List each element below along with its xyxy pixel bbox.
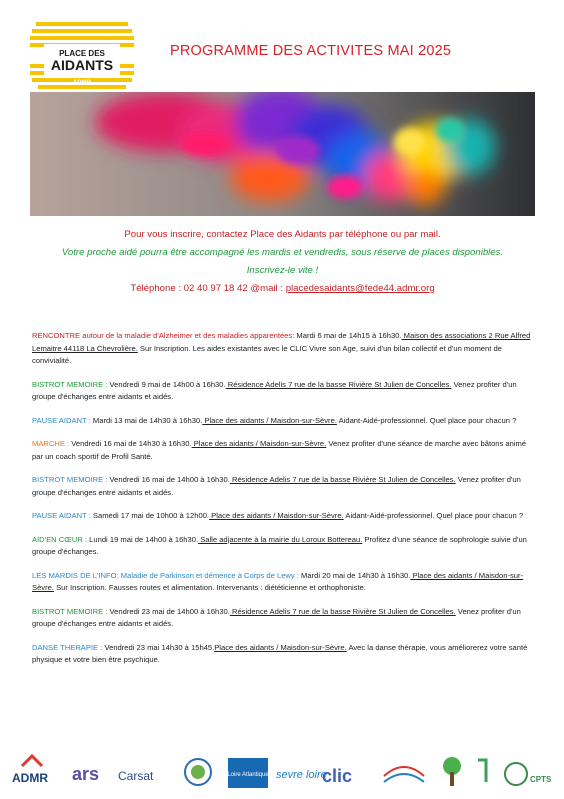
event-date: Samedi 17 mai de 10h00 à 12h00. — [90, 511, 210, 520]
event-description: Sur Inscription. Les aides existantes avec le CLIC Vivre son Age, suivi d'un bilan collectif et d'un moment de convivialité. — [32, 343, 502, 365]
event-description: Aidant-Aidé-professionnel. Quel place pour chacun ? — [343, 511, 524, 520]
svg-text:sevre loire: sevre loire — [276, 769, 327, 781]
event-description: Venez profiter d'une séance de marche avec bâtons animé par un coach sportif de Profil Santé. — [32, 439, 527, 461]
carsat-logo — [118, 769, 154, 783]
event-date: Vendredi 23 mai de 14h00 à 16h30. — [107, 606, 230, 616]
intro-block — [30, 226, 535, 298]
logo-line1: PLACE DES — [59, 49, 105, 58]
event-type: BISTROT MEMOIRE : — [32, 379, 108, 389]
sevre-loire-logo — [276, 769, 327, 781]
event-item — [32, 642, 532, 667]
events-list — [32, 330, 532, 678]
event-description: Venez profiter d'un groupe d'échanges entre aidants et aidés. — [32, 475, 521, 497]
event-type: PAUSE AIDANT : — [32, 415, 91, 425]
event-place: Place des aidants / Maisdon-sur-Sèvre. — [32, 570, 524, 592]
event-description: Avec la danse thérapie, vous améliorerez votre santé physique et votre bien être psychique. — [32, 642, 528, 664]
event-item — [32, 415, 532, 428]
event-place: Résidence Adelis 7 rue de la basse Rivière St Julien de Concelles. — [229, 475, 456, 484]
intro-line-3: Inscrivez-le vite ! — [246, 265, 319, 276]
event-subtitle: Maladie de Parkinson et démence à Corps de Lewy : — [118, 570, 299, 580]
email-link[interactable]: placedesaidants@fede44.admr.org — [285, 283, 435, 294]
event-type: MARCHE : — [32, 439, 70, 448]
clic-logo — [322, 766, 352, 786]
event-type: LES MARDIS DE L'INFO: — [32, 570, 119, 580]
event-item — [32, 534, 532, 559]
event-date: Mardi 13 mai de 14h30 à 16h30. — [90, 415, 203, 425]
event-place: Place des aidants / Maisdon-sur-Sèvre. — [209, 511, 344, 520]
svg-text:Carsat: Carsat — [118, 769, 154, 783]
event-item — [32, 510, 532, 523]
loire-atlantique-logo — [227, 758, 269, 788]
event-type: PAUSE AIDANT : — [32, 511, 91, 520]
event-date: Mardi 20 mai de 14h30 à 16h30. — [298, 570, 411, 580]
event-date: Lundi 19 mai de 14h00 à 16h30. — [87, 534, 199, 544]
event-place: Place des aidants / Maisdon-sur-Sèvre. — [214, 642, 347, 652]
event-place: Place des aidants / Maisdon-sur-Sèvre. — [191, 439, 327, 448]
event-date: Mardi 6 mai de 14h15 à 16h30. — [294, 331, 402, 340]
event-item — [32, 330, 532, 368]
partner-logos — [0, 752, 564, 799]
place-des-aidants-logo — [30, 16, 134, 90]
event-type: DANSE THERAPIE : — [32, 642, 103, 652]
event-type: BISTROT MEMOIRE : — [32, 475, 108, 484]
event-type: BISTROT MEMOIRE : — [32, 606, 108, 616]
page-title: PROGRAMME DES ACTIVITES MAI 2025 — [170, 43, 452, 59]
event-description: Venez profiter d'un groupe d'échanges entre aidants et aidés. — [32, 379, 517, 401]
intro-contact — [30, 280, 535, 298]
tree-logo — [443, 757, 461, 786]
swoosh-logo — [384, 767, 424, 782]
event-description: Aidant-Aidé-professionnel. Quel place pour chacun ? — [336, 415, 517, 425]
svg-text:ars: ars — [72, 764, 100, 784]
event-description: Venez profiter d'un groupe d'échanges entre aidants et aidés. — [32, 606, 521, 628]
event-place: Place des aidants / Maisdon-sur-Sèvre. — [202, 415, 337, 425]
svg-text:Loire Atlantique: Loire Atlantique — [227, 772, 269, 778]
emblem-logo — [185, 759, 211, 785]
hero-paint-image — [30, 92, 535, 216]
event-date: Vendredi 9 mai de 14h00 à 16h30. — [107, 379, 226, 389]
event-place: Résidence Adelis 7 rue de la basse Rivière St Julien de Concelles. — [229, 606, 456, 616]
event-type: AID'EN CŒUR : — [32, 534, 88, 544]
logo-line2: AIDANTS — [50, 57, 114, 73]
event-date: Vendredi 23 mai 14h30 à 15h45. — [102, 642, 215, 652]
intro-line-2: Votre proche aidé pourra être accompagné les mardis et vendredis, sous réserve de places disponibles. — [61, 247, 504, 258]
logo-tagline: Accompagnement et répit des aidants — [40, 17, 124, 23]
svg-text:clic: clic — [322, 766, 353, 786]
admr-logo — [12, 756, 48, 785]
event-description: Profitez d'une séance de sophrologie suivie d'un groupe d'échanges. — [32, 534, 527, 556]
event-subtitle: autour de la maladie d'Alzheimer et des maladies apparentées: — [80, 331, 295, 340]
ars-logo — [72, 764, 99, 784]
phone-label: Téléphone : 02 40 97 18 42 @mail : — [130, 283, 286, 294]
event-place: Maison des associations 2 Rue Alfred Lemaitre 44118 La Chevrolière. — [32, 331, 531, 353]
event-item — [32, 570, 532, 595]
svg-text:ADMR: ADMR — [12, 771, 48, 785]
svg-text:CPTS: CPTS — [530, 775, 552, 784]
cpts-logo — [505, 763, 552, 785]
event-place: Résidence Adelis 7 rue de la basse Rivière St Julien de Concelles. — [225, 379, 452, 389]
event-item — [32, 438, 532, 463]
logo-brand: ADMR — [73, 80, 91, 86]
event-item — [32, 606, 532, 631]
event-date: Vendredi 16 mai de 14h30 à 16h30. — [69, 439, 192, 448]
event-place: Salle adjacente à la mairie du Loroux Bottereau. — [198, 534, 363, 544]
event-date: Vendredi 16 mai de 14h00 à 16h30. — [107, 475, 230, 484]
event-description: Sur Inscription. Fausses routes et alimentation. Intervenants : diététicienne et orthophoniste. — [53, 583, 366, 592]
event-item — [32, 474, 532, 499]
ms-logo — [478, 760, 486, 782]
event-type: RENCONTRE — [32, 331, 81, 340]
event-item — [32, 379, 532, 404]
intro-line-1: Pour vous inscrire, contactez Place des Aidants par téléphone ou par mail. — [124, 229, 441, 240]
